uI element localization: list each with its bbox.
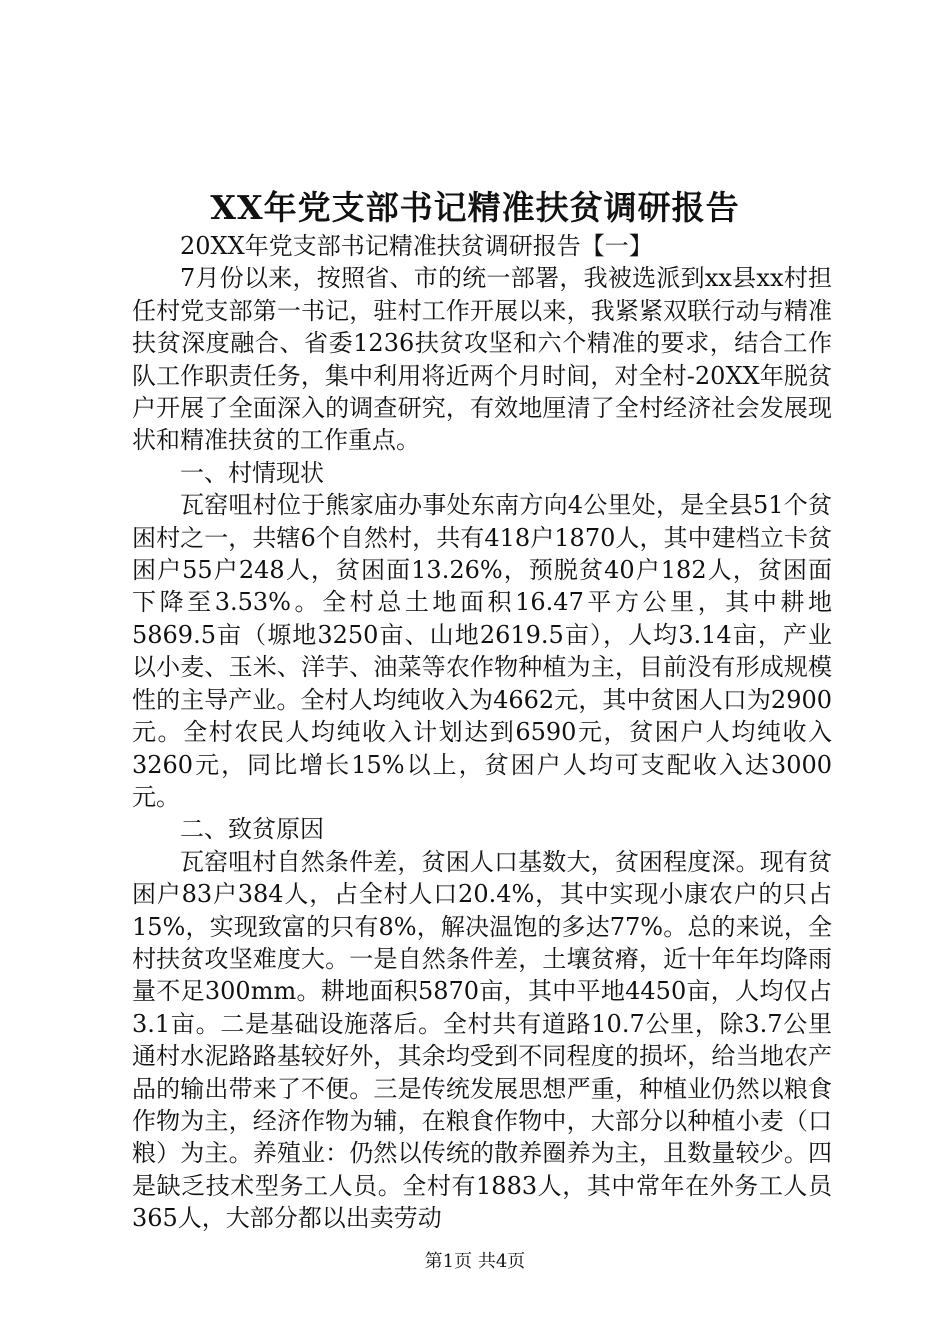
subtitle-paragraph: 20XX年党支部书记精准扶贫调研报告【一】 xyxy=(180,232,653,260)
poverty-causes-paragraph: 瓦窑咀村自然条件差，贫困人口基数大，贫困程度深。现有贫困户83户384人，占全村人口20.4%，其中实现小康农户的只占15%，实现致富的只有8%，解决温饱的多达77%。总的来说，全村扶贫攻坚难度大。一是自然条件差，土壤贫瘠，近十年年均降雨量不足300mm。耕地面积5870亩，其中平地4450亩，人均仅占3.1亩。二是基础设施落后。全村共有道路10.7公里，除3.7公里通村水泥路路基较好外，其余均受到不同程度的损坏，给当地农产品的输出带来了不便。三是传统发展思想严重，种植业仍然以粮食作物为主，经济作物为辅，在粮食作物中，大部分以种植小麦（口粮）为主。养殖业：仍然以传统的散养圈养为主，且数量较少。四是缺乏技术型务工人员。全村有1883人，其中常年在外务工人员365人，大部分都以出卖劳动 xyxy=(132,847,832,1233)
document-title: XX年党支部书记精准扶贫调研报告 xyxy=(210,188,740,227)
page-footer: 第1页 共4页 xyxy=(424,1251,526,1272)
section-heading-village-status: 一、村情现状 xyxy=(180,458,324,487)
village-status-paragraph: 瓦窑咀村位于熊家庙办事处东南方向4公里处，是全县51个贫困村之一，共辖6个自然村，共有418户1870人，其中建档立卡贫困户55户248人，贫困面13.26%，预脱贫40户182人，贫困面下降至3.53%。全村总土地面积16.47平方公里，其中耕地5869.5亩（塬地3250亩、山地2619.5亩），人均3.14亩，产业以小麦、玉米、洋芋、油菜等农作物种植为主，目前没有形成规模性的主导产业。全村人均纯收入为4662元，其中贫困人口为2900元。全村农民人均纯收入计划达到6590元，贫困户人均纯收入3260元，同比增长15%以上，贫困户人均可支配收入达3000元。 xyxy=(132,491,832,811)
intro-paragraph: 7月份以来，按照省、市的统一部署，我被选派到xx县xx村担任村党支部第一书记，驻村工作开展以来，我紧紧双联行动与精准扶贫深度融合、省委1236扶贫攻坚和六个精准的要求，结合工作队工作职责任务，集中利用将近两个月时间，对全村-20XX年脱贫户开展了全面深入的调查研究，有效地厘清了全村经济社会发展现状和精准扶贫的工作重点。 xyxy=(132,264,832,455)
section-heading-poverty-causes: 二、致贫原因 xyxy=(180,815,324,844)
document-body xyxy=(132,230,832,1235)
